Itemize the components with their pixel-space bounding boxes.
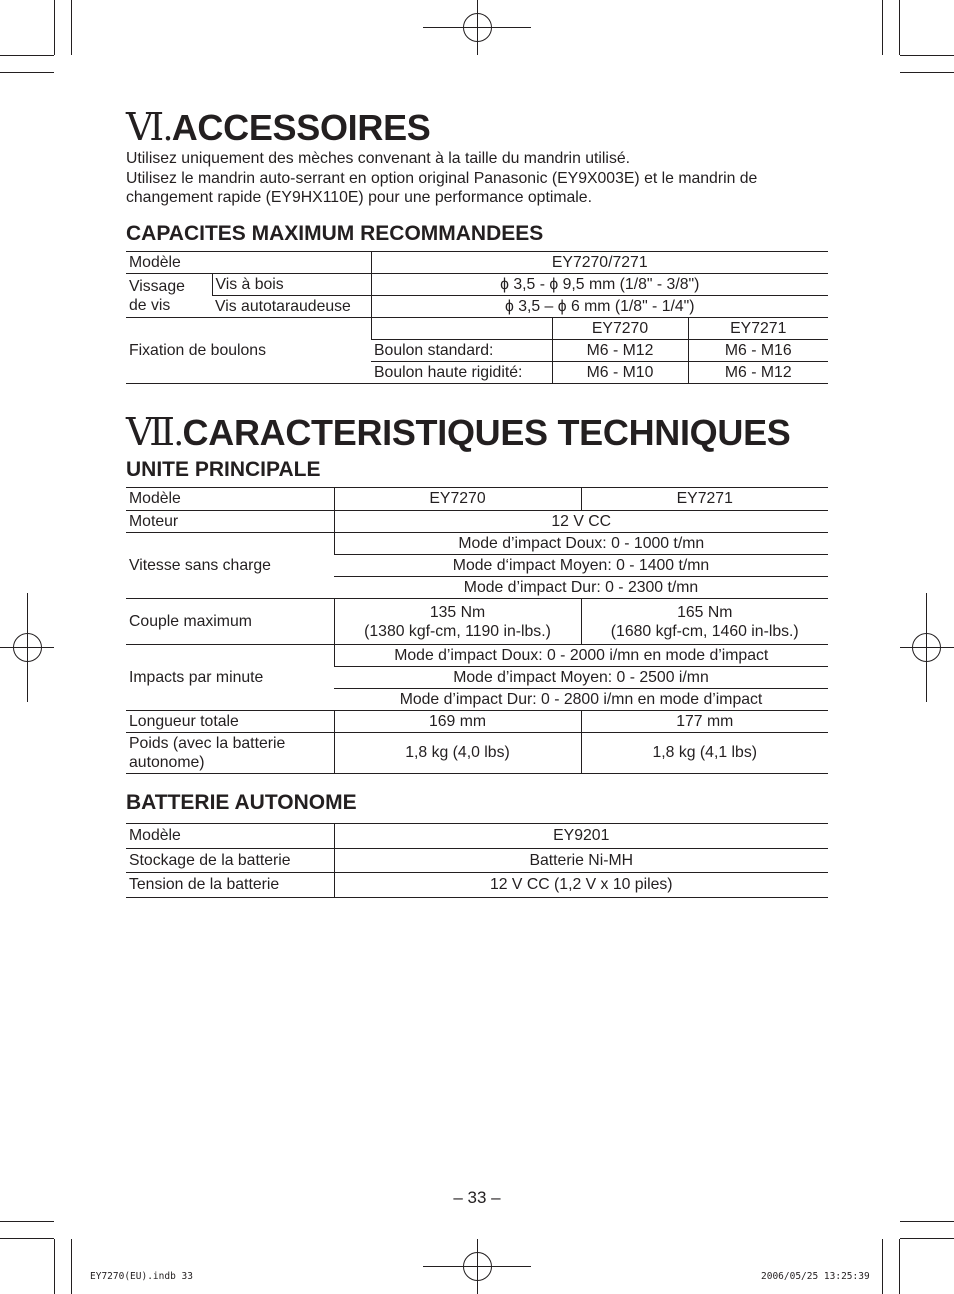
print-slug-date: 2006/05/25 13:25:39	[761, 1271, 870, 1282]
battery-row-value: EY9201	[334, 824, 828, 849]
crop-mark-bottom-left	[0, 1222, 72, 1294]
accessories-heading	[126, 108, 431, 148]
table-row	[126, 645, 828, 667]
table-row	[126, 252, 828, 274]
crop-mark-top-left	[0, 0, 72, 73]
battery-row-label: Tension de la batterie	[126, 873, 334, 898]
accessories-intro	[126, 149, 828, 208]
main-unit-table	[126, 487, 828, 774]
length-value: 177 mm	[581, 711, 828, 733]
registration-mark-top	[423, 0, 531, 55]
crop-mark-top-right	[883, 0, 954, 73]
table-row	[126, 296, 828, 318]
model-label: Modèle	[126, 488, 334, 511]
speed-value: Mode d’impact Doux: 0 - 1000 t/mn	[334, 533, 828, 555]
main-unit-heading: UNITE PRINCIPALE	[126, 458, 321, 481]
motor-label: Moteur	[126, 511, 334, 533]
bolt-value: M6 - M16	[688, 340, 828, 362]
bolt-type-label: Boulon haute rigidité:	[371, 362, 552, 384]
table-row	[126, 733, 828, 774]
registration-mark-left	[0, 593, 54, 702]
weight-value: 1,8 kg (4,0 lbs)	[334, 733, 581, 774]
specs-heading	[126, 413, 791, 453]
table-row	[126, 711, 828, 733]
model-value: EY7270/7271	[371, 252, 828, 274]
tapping-screw-label: Vis autotaraudeuse	[212, 296, 371, 318]
registration-mark-right	[900, 593, 954, 702]
table-row	[126, 488, 828, 511]
intro-line: Utilisez le mandrin auto-serrant en option original Panasonic (EY9X003E) et le mandrin de	[126, 169, 758, 187]
bolt-value: M6 - M12	[688, 362, 828, 384]
torque-label: Couple maximum	[126, 599, 334, 645]
registration-mark-bottom	[423, 1239, 531, 1294]
model-value: EY7270	[334, 488, 581, 511]
table-row	[126, 599, 828, 645]
bolt-label: Fixation de boulons	[126, 318, 371, 384]
section-title: CARACTERISTIQUES TECHNIQUES	[182, 412, 791, 453]
bolt-value: M6 - M10	[552, 362, 688, 384]
bolt-type-label: Boulon standard:	[371, 340, 552, 362]
length-value: 169 mm	[334, 711, 581, 733]
table-row	[126, 318, 828, 340]
battery-row-value: Batterie Ni-MH	[334, 849, 828, 873]
table-row	[126, 873, 828, 898]
battery-table	[126, 823, 828, 898]
battery-row-label: Stockage de la batterie	[126, 849, 334, 873]
motor-value: 12 V CC	[334, 511, 828, 533]
weight-label: Poids (avec la batterie autonome)	[126, 733, 334, 774]
table-row	[126, 511, 828, 533]
weight-value: 1,8 kg (4,1 lbs)	[581, 733, 828, 774]
speed-label: Vitesse sans charge	[126, 533, 334, 599]
section-number: Ⅵ.	[126, 107, 172, 149]
table-row	[126, 274, 828, 296]
page-number: – 33 –	[453, 1188, 501, 1207]
intro-line: Utilisez uniquement des mèches convenant à la taille du mandrin utilisé.	[126, 150, 631, 167]
bolt-header-blank	[371, 318, 552, 340]
length-label: Longueur totale	[126, 711, 334, 733]
section-number: Ⅶ.	[126, 412, 183, 454]
model-value: EY7271	[581, 488, 828, 511]
torque-value: 165 Nm (1680 kgf-cm, 1460 in-lbs.)	[581, 599, 828, 645]
wood-screw-label: Vis à bois	[212, 274, 371, 296]
impacts-value: Mode d’impact Doux: 0 - 2000 i/mn en mode d’impact	[334, 645, 828, 667]
table-row	[126, 533, 828, 555]
impacts-label: Impacts par minute	[126, 645, 334, 711]
bolt-model: EY7271	[688, 318, 828, 340]
bolt-value: M6 - M12	[552, 340, 688, 362]
torque-value: 135 Nm (1380 kgf-cm, 1190 in-lbs.)	[334, 599, 581, 645]
screw-label: Vissage de vis	[126, 274, 212, 318]
speed-value: Mode d‘impact Moyen: 0 - 1400 t/mn	[334, 555, 828, 577]
model-label: Modèle	[126, 252, 371, 274]
section-title: ACCESSOIRES	[171, 107, 431, 148]
impacts-value: Mode d’impact Dur: 0 - 2800 i/mn en mode d’impact	[334, 689, 828, 711]
bolt-model: EY7270	[552, 318, 688, 340]
print-slug-file: EY7270(EU).indb 33	[90, 1271, 193, 1282]
table-row	[126, 824, 828, 849]
battery-row-label: Modèle	[126, 824, 334, 849]
intro-line: changement rapide (EY9HX110E) pour une performance optimale.	[126, 189, 592, 207]
capacities-table	[126, 251, 828, 384]
wood-screw-value: ϕ 3,5 - ϕ 9,5 mm (1/8" - 3/8")	[371, 274, 828, 296]
battery-row-value: 12 V CC (1,2 V x 10 piles)	[334, 873, 828, 898]
tapping-screw-value: ϕ 3,5 – ϕ 6 mm (1/8" - 1/4")	[371, 296, 828, 318]
battery-heading: BATTERIE AUTONOME	[126, 791, 357, 814]
impacts-value: Mode d’impact Moyen: 0 - 2500 i/mn	[334, 667, 828, 689]
speed-value: Mode d’impact Dur: 0 - 2300 t/mn	[334, 577, 828, 599]
crop-mark-bottom-right	[883, 1222, 954, 1294]
table-row	[126, 849, 828, 873]
capacities-heading: CAPACITES MAXIMUM RECOMMANDEES	[126, 222, 544, 245]
